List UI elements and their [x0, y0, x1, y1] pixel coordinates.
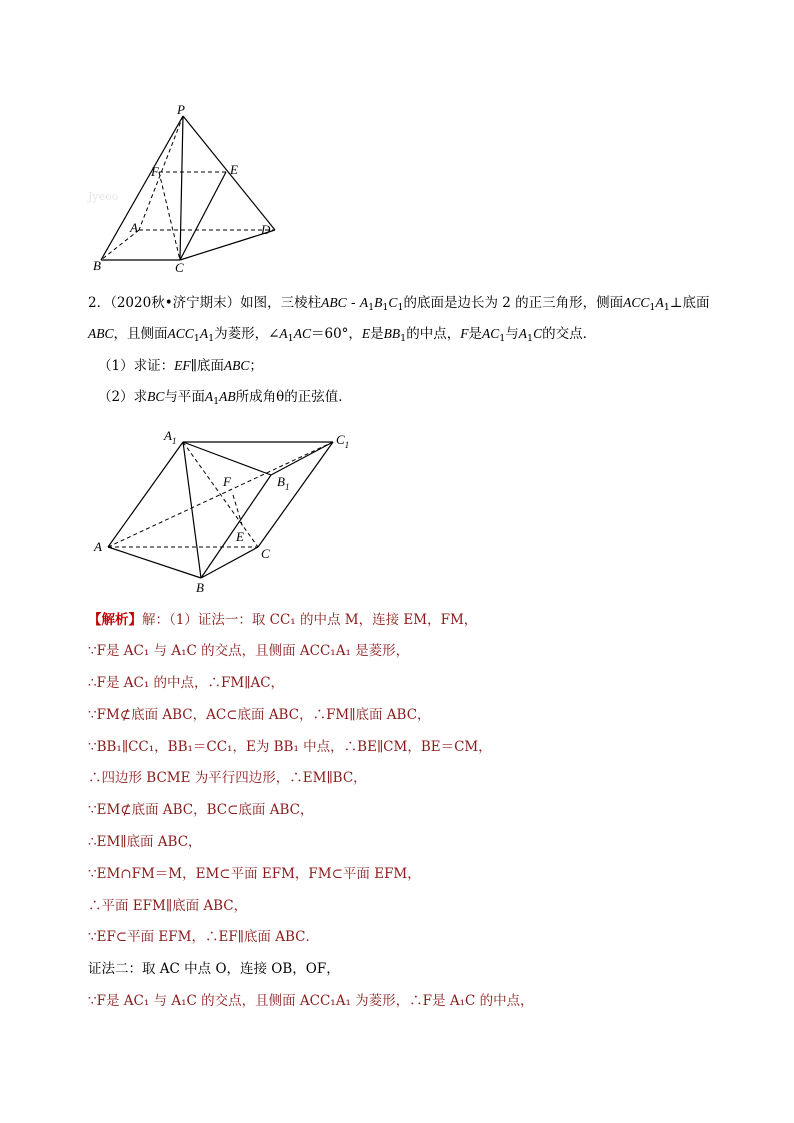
- edge-PB: [101, 116, 183, 260]
- solution-line-11: 证法二：取 AC 中点 O，连接 OB，OF，: [88, 961, 340, 977]
- label-B: B: [196, 580, 204, 595]
- edge-PC: [180, 116, 183, 260]
- label-E: E: [236, 529, 244, 544]
- edge-A1B: [183, 442, 201, 578]
- edge-CE: [180, 172, 226, 260]
- problem-line-2: ABC，且侧面$ACC_1A_1$为菱形，$\angle A_1AC=60^\circ$，E是$BB_1$的中点，F是$AC_1$与$A_1C$的交点．: [88, 326, 597, 344]
- analysis-tag: 【解析】: [88, 612, 142, 628]
- solution-line-1: ∵F是 AC₁ 与 A₁C 的交点，且侧面 ACC₁A₁ 是菱形，: [88, 643, 410, 659]
- edge-B1B: [201, 475, 271, 578]
- solution-line-5: ∴四边形 BCME 为平行四边形，∴EM∥BC，: [88, 770, 367, 786]
- label-D: D: [261, 222, 271, 237]
- label-B: B: [93, 258, 101, 273]
- solution-line-12: ∵F是 AC₁ 与 A₁C 的交点，且侧面 ACC₁A₁ 为菱形，∴F是 A₁C 的中点，: [88, 993, 534, 1009]
- solution-line-0: 【解析】解：（1）证法一：取 CC₁ 的中点 M，连接 EM，FM，: [88, 612, 478, 628]
- label-C: C: [261, 546, 270, 561]
- solution-line-8: ∵EM∩FM＝M，EM⊂平面 EFM，FM⊂平面 EFM，: [88, 866, 421, 882]
- label-E: E: [230, 162, 238, 177]
- edge-PA: [139, 116, 183, 230]
- edge-BC: [201, 547, 258, 578]
- edge-PD: [183, 116, 275, 230]
- label-A1: $A_1$: [164, 428, 177, 446]
- solution-line-2: ∴F是 AC₁ 的中点，∴FM∥AC，: [88, 675, 285, 691]
- solution-line-6: ∵EM⊄底面 ABC，BC⊂底面 ABC，: [88, 802, 314, 818]
- label-C: C: [175, 260, 184, 275]
- label-A: A: [94, 539, 102, 554]
- solution-line-4: ∵BB₁∥CC₁，BB₁＝CC₁，E为 BB₁ 中点，∴BE∥CM，BE＝CM，: [88, 739, 492, 755]
- label-F: F: [151, 164, 159, 179]
- edge-FC: [159, 172, 180, 260]
- solution-line-7: ∴EM∥底面 ABC，: [88, 834, 202, 850]
- edge-A1A: [108, 442, 183, 547]
- edge-C1C: [258, 442, 333, 547]
- label-F: F: [223, 474, 231, 489]
- label-C1: $C_1$: [336, 432, 350, 450]
- solution-line-3: ∵FM⊄底面 ABC，AC⊂底面 ABC，∴FM∥底面 ABC，: [88, 707, 431, 723]
- question-2: （2）求BC与平面$A_1AB$所成角θ的正弦值．: [98, 389, 352, 407]
- edge-AB: [108, 547, 201, 578]
- problem-line-1: 2．（2020秋•济宁期末）如图，三棱柱ABC - $A_1B_1C_1$的底面是边长为 2 的正三角形，侧面$ACC_1A_1\perp$底面: [88, 295, 710, 313]
- prism-figure: [88, 420, 368, 595]
- solution-line-10: ∵EF⊂平面 EFM，∴EF∥底面 ABC．: [88, 929, 319, 945]
- solution-line-9: ∴平面 EFM∥底面 ABC，: [88, 898, 248, 914]
- label-B1: $B_1$: [277, 474, 290, 492]
- edge-A1B1: [183, 442, 271, 475]
- edge-B1C1: [271, 442, 333, 475]
- label-P: P: [177, 102, 185, 117]
- label-A: A: [130, 220, 138, 235]
- watermark: Jyeoo: [88, 190, 119, 203]
- question-1: （1）求证：EF∥底面ABC；: [98, 358, 263, 374]
